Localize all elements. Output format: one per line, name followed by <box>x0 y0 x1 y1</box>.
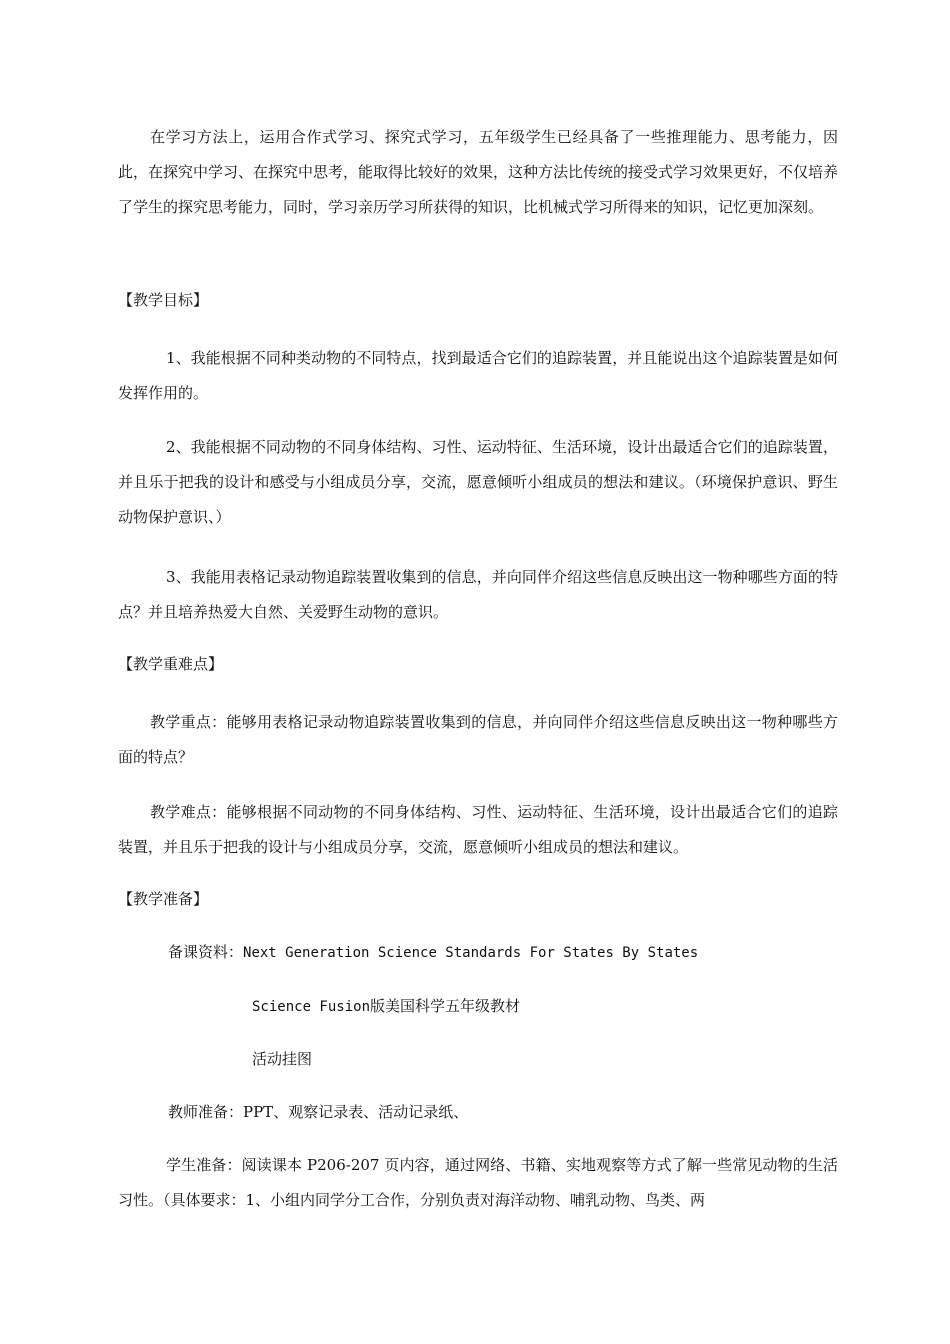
goal-item-1: 1、我能根据不同种类动物的不同特点，找到最适合它们的追踪装置，并且能说出这个追踪装置是如何发挥作用的。 <box>118 349 838 402</box>
materials-line-3: 活动挂图 <box>252 1050 313 1068</box>
student-preparation: 学生准备：阅读课本 P206-207 页内容，通过网络、书籍、实地观察等方式了解一些常见动物的生活习性。（具体要求：1、小组内同学分工合作，分别负责对海洋动物、哺乳动物、鸟类、两 <box>118 1156 838 1209</box>
teacher-preparation: 教师准备：PPT、观察记录表、活动记录纸、 <box>168 1103 469 1121</box>
materials-standards-title: Next Generation Science Standards For States By States <box>243 945 699 961</box>
teaching-difficulty-paragraph: 教学难点：能够根据不同动物的不同身体结构、习性、运动特征、生活环境，设计出最适合它们的追踪装置，并且乐于把我的设计与小组成员分享，交流，愿意倾听小组成员的想法和建议。 <box>118 803 838 856</box>
goal-item-3: 3、我能用表格记录动物追踪装置收集到的信息，并向同伴介绍这些信息反映出这一物种哪些方面的特点？并且培养热爱大自然、关爱野生动物的意识。 <box>118 568 838 621</box>
materials-line-2 <box>252 996 520 1017</box>
intro-paragraph: 在学习方法上，运用合作式学习、探究式学习，五年级学生已经具备了一些推理能力、思考能力，因此，在探究中学习、在探究中思考，能取得比较好的效果，这种方法比传统的接受式学习效果更好，不仅培养了学生的探究思考能力，同时，学习亲历学习所获得的知识，比机械式学习所得来的知识，记忆更加深刻。 <box>118 128 839 216</box>
preparation-heading: 【教学准备】 <box>118 890 209 908</box>
materials-textbook-desc: 版美国科学五年级教材 <box>370 997 521 1015</box>
materials-line-1 <box>168 942 698 963</box>
teaching-focus-paragraph: 教学重点：能够用表格记录动物追踪装置收集到的信息，并向同伴介绍这些信息反映出这一物种哪些方面的特点？ <box>118 713 838 766</box>
goals-heading: 【教学目标】 <box>118 291 209 309</box>
materials-textbook-name: Science Fusion <box>252 999 371 1015</box>
key-points-heading: 【教学重难点】 <box>118 655 224 673</box>
materials-label: 备课资料： <box>168 943 244 961</box>
goal-item-2: 2、我能根据不同动物的不同身体结构、习性、运动特征、生活环境，设计出最适合它们的追踪装置，并且乐于把我的设计和感受与小组成员分享，交流，愿意倾听小组成员的想法和建议。（环境保护意识、野生动物保护意识、） <box>118 438 838 526</box>
